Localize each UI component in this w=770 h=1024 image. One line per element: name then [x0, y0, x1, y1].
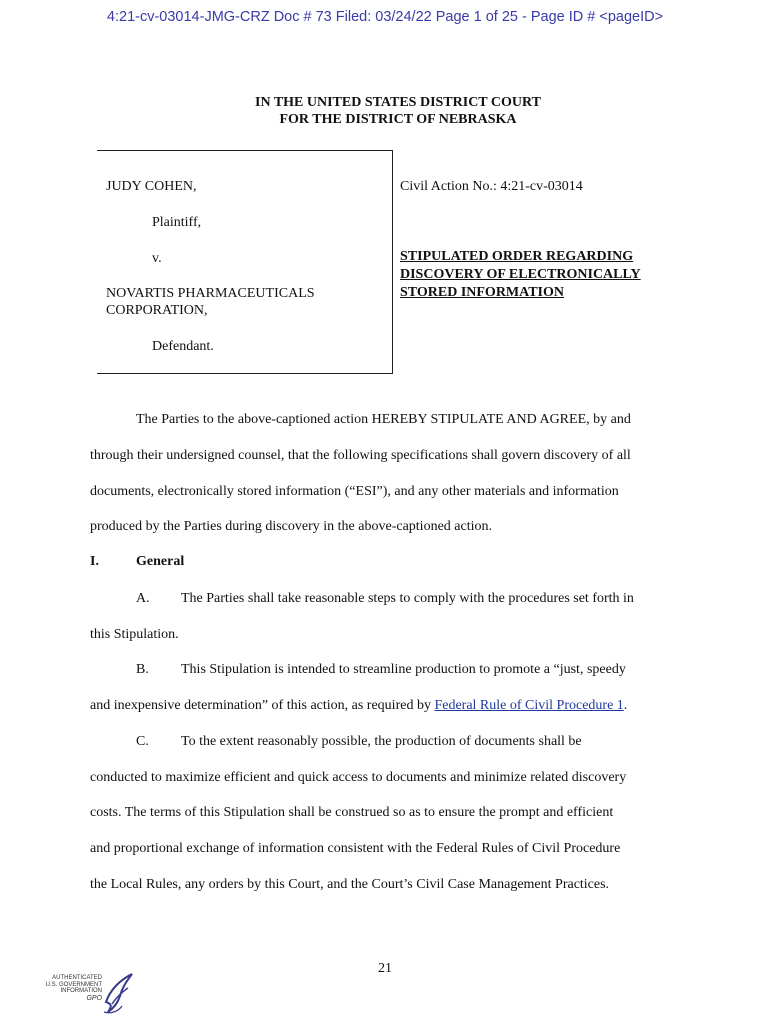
gpo-mark: GPO [86, 994, 102, 1002]
order-title [400, 248, 641, 302]
filing-header: 4:21-cv-03014-JMG-CRZ Doc # 73 Filed: 03/24/22 Page 1 of 25 - Page ID # <pageID> [106, 9, 664, 25]
paragraph-c-line-2: conducted to maximize efficient and quick access to documents and minimize related discovery [90, 770, 627, 785]
order-title-line-1: STIPULATED ORDER REGARDING [400, 249, 634, 264]
civil-action-number: Civil Action No.: 4:21-cv-03014 [400, 179, 583, 194]
intro-line-1: The Parties to the above-captioned action HEREBY STIPULATE AND AGREE, by and [136, 412, 631, 427]
gpo-authentication-seal [42, 972, 132, 1018]
plaintiff-name: JUDY COHEN, [106, 179, 197, 194]
versus: v. [152, 251, 162, 266]
paragraph-c-line-5: the Local Rules, any orders by this Court, and the Court’s Civil Case Management Practices. [90, 877, 610, 892]
court-district: FOR THE DISTRICT OF NEBRASKA [279, 112, 517, 127]
paragraph-c-line-1: To the extent reasonably possible, the production of documents shall be [181, 734, 582, 749]
court-name: IN THE UNITED STATES DISTRICT COURT [255, 95, 541, 110]
defendant-name-1: NOVARTIS PHARMACEUTICALS [106, 286, 315, 301]
defendant-role: Defendant. [152, 339, 214, 354]
order-title-line-2: DISCOVERY OF ELECTRONICALLY [400, 267, 641, 282]
intro-line-2: through their undersigned counsel, that the following specifications shall govern discovery of all [90, 448, 631, 463]
section-title: General [136, 554, 185, 569]
paragraph-c-line-3: costs. The terms of this Stipulation shall be construed so as to ensure the prompt and efficient [90, 805, 614, 820]
court-heading [0, 94, 770, 128]
paragraph-b-line-1: This Stipulation is intended to streamline production to promote a “just, speedy [181, 662, 626, 677]
paragraph-b-line-2 [90, 697, 627, 714]
paragraph-a-line-2: this Stipulation. [90, 627, 179, 642]
frcp-rule-1-link[interactable]: Federal Rule of Civil Procedure 1 [434, 698, 624, 713]
gpo-line-2: U.S. GOVERNMENT [45, 981, 102, 988]
section-number: I. [90, 554, 99, 569]
plaintiff-role: Plaintiff, [152, 215, 202, 230]
paragraph-c-line-4: and proportional exchange of information consistent with the Federal Rules of Civil Procedure [90, 841, 621, 856]
gpo-line-1: AUTHENTICATED [52, 975, 102, 981]
intro-line-4: produced by the Parties during discovery in the above-captioned action. [90, 519, 492, 534]
intro-line-3: documents, electronically stored information (“ESI”), and any other materials and information [90, 484, 619, 499]
defendant-name-2: CORPORATION, [106, 303, 208, 318]
gpo-line-3: INFORMATION [60, 988, 102, 994]
paragraph-b-text: and inexpensive determination” of this action, as required by [90, 698, 435, 713]
paragraph-b-label: B. [136, 662, 149, 677]
paragraph-b-period: . [623, 698, 628, 713]
order-title-line-3: STORED INFORMATION [400, 285, 565, 300]
page-number: 21 [378, 961, 392, 976]
gpo-seal-text [42, 975, 102, 1002]
paragraph-a-line-1: The Parties shall take reasonable steps to comply with the procedures set forth in [181, 591, 634, 606]
paragraph-c-label: C. [136, 734, 149, 749]
paragraph-a-label: A. [136, 591, 150, 606]
eagle-logo-icon [100, 972, 134, 1016]
